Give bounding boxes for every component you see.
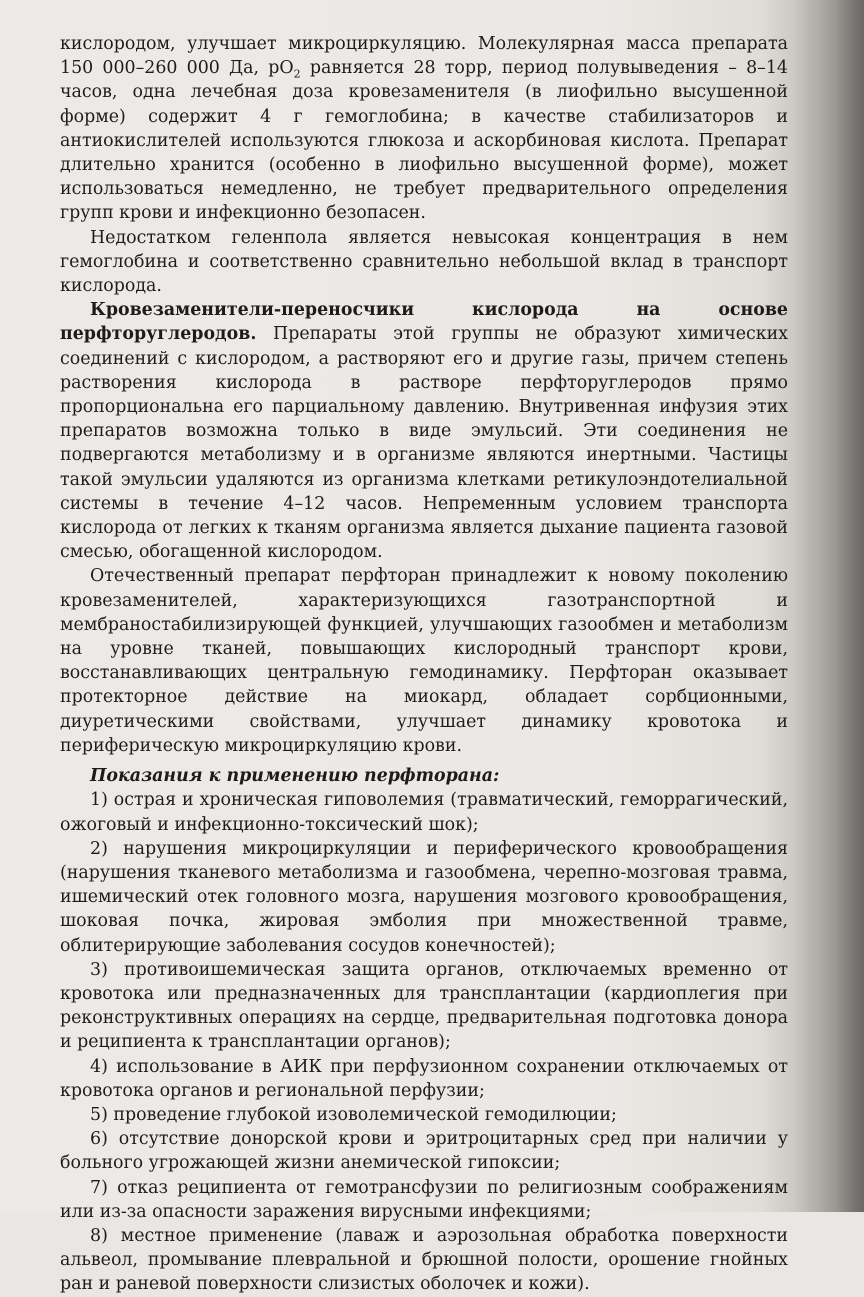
section-heading-perfluorocarbons: Кровезаменители-переносчики кислорода на основе перфторуглеродов. <box>60 300 788 345</box>
list-item: 8) местное применение (лаваж и аэрозольная обработка поверхности альвеол, промывание плевральной и брюшной полости, орошение гнойных ран и раневой поверхности слизистых оболочек и кожи). <box>60 1225 788 1295</box>
page-edge-shadow <box>794 0 864 1212</box>
paragraph-4: Отечественный препарат перфторан принадлежит к новому поколению кровезаменителей, характеризующихся газотранспортной и мембраностабилизирующей функцией, улучшающих газообмен и метаболизм на уровне тканей, повышающих кислородный транспорт крови, восстанавливающих центральную гемодинамику. Перфторан оказывает протекторное действие на миокард, обладает сорбционными, диуретическими свойствами, улучшает динамику кровотока и периферическую микроциркуляцию крови. <box>60 566 788 756</box>
paragraph-3: Кровезаменители-переносчики кислорода на основе перфторуглеродов. Препараты этой группы не образуют химических соединений с кислородом, а растворяют его и другие газы, причем степень растворения кислорода в растворе перфторуглеродов прямо пропорциональна его парциальному давлению. Внутривенная инфузия этих препаратов возможна только в виде эмульсий. Эти соединения не подвергаются метаболизму и в организме являются инертными. Частицы такой эмульсии удаляются из организма клетками ретикулоэндотелиальной системы в течение 4–12 часов. Непременным условием транспорта кислорода от легких к тканям организма является дыхание пациента газовой смесью, обогащенной кислородом. <box>60 300 788 563</box>
list-item: 6) отсутствие донорской крови и эритроцитарных сред при наличии у больного угрожающей жизни анемической гипоксии; <box>60 1129 788 1174</box>
indications-heading: Показания к применению перфторана: <box>90 766 500 787</box>
list-item: 2) нарушения микроциркуляции и периферического кровообращения (нарушения тканевого метаболизма и газообмена, черепно-мозговая травма, ишемический отек головного мозга, нарушения мозгового кровообращения, шоковая почка, жировая эмболия при множественной травме, облитерирующие заболевания сосудов конечностей); <box>60 838 788 956</box>
list-item: 3) противоишемическая защита органов, отключаемых временно от кровотока или предназначенных для трансплантации (кардиоплегия при реконструктивных операциях на сердце, предварительная подготовка донора и реципиента к трансплантации органов); <box>60 959 788 1053</box>
list-item: 7) отказ реципиента от гемотрансфузии по религиозным соображениям или из-за опасности заражения вирусными инфекциями; <box>60 1177 788 1222</box>
page-text <box>60 32 788 1297</box>
paragraph-2: Недостатком геленпола является невысокая концентрация в нем гемоглобина и соответственно сравнительно небольшой вклад в транспорт кислорода. <box>60 227 788 297</box>
paragraph-1: кислородом, улучшает микроциркуляцию. Молекулярная масса препарата 150 000–260 000 Да, $pO_2$ равняется 28 торр, период полувыведения – 8–14 часов, одна лечебная доза кровезаменителя (в лиофильно высушенной форме) содержит 4 г гемоглобина; в качестве стабилизаторов и антиокислителей используются глюкоза и аскорбиновая кислота. Препарат длительно хранится (особенно в лиофильно высушенной форме), может использоваться немедленно, не требует предварительного определения групп крови и инфекционно безопасен. <box>60 34 788 224</box>
list-item: 5) проведение глубокой изоволемической гемодилюции; <box>90 1104 617 1125</box>
list-item: 4) использование в АИК при перфузионном сохранении отключаемых от кровотока органов и региональной перфузии; <box>60 1056 788 1101</box>
list-item: 1) острая и хроническая гиповолемия (травматический, геморрагический, ожоговый и инфекционно-токсический шок); <box>60 790 788 835</box>
